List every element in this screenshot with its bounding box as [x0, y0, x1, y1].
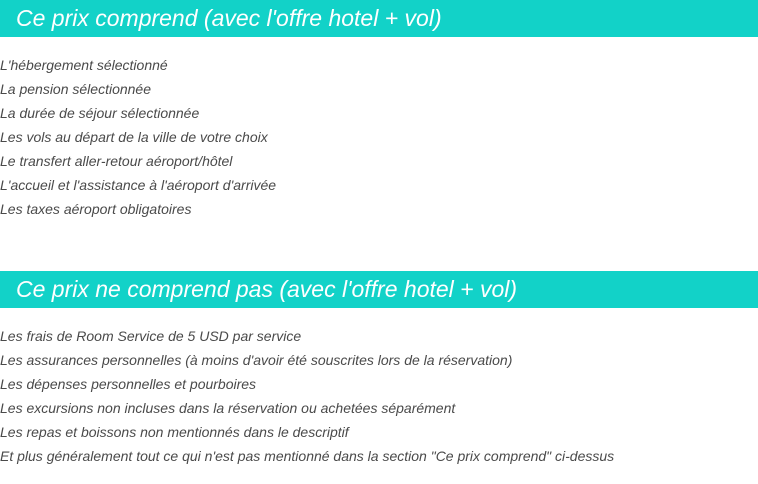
excluded-item: Les dépenses personnelles et pourboires	[0, 376, 257, 392]
included-item: Les taxes aéroport obligatoires	[0, 201, 192, 217]
included-item: La durée de séjour sélectionnée	[0, 105, 200, 121]
included-section-title: Ce prix comprend (avec l'offre hotel + vol)	[0, 0, 758, 37]
included-item: Le transfert aller-retour aéroport/hôtel	[0, 153, 233, 169]
included-item: Les vols au départ de la ville de votre choix	[0, 129, 268, 145]
excluded-item: Et plus généralement tout ce qui n'est pas mentionné dans la section "Ce prix comprend" ci-dessus	[0, 448, 615, 464]
excluded-item: Les frais de Room Service de 5 USD par service	[0, 328, 302, 344]
included-items-list	[0, 53, 276, 221]
excluded-item: Les excursions non incluses dans la réservation ou achetées séparément	[0, 400, 456, 416]
excluded-item: Les assurances personnelles (à moins d'avoir été souscrites lors de la réservation)	[0, 352, 513, 368]
excluded-section-title: Ce prix ne comprend pas (avec l'offre hotel + vol)	[0, 271, 758, 308]
included-item: La pension sélectionnée	[0, 81, 152, 97]
excluded-items-list	[0, 324, 614, 468]
included-item: L'accueil et l'assistance à l'aéroport d'arrivée	[0, 177, 277, 193]
excluded-item: Les repas et boissons non mentionnés dans le descriptif	[0, 424, 349, 440]
included-item: L'hébergement sélectionné	[0, 57, 168, 73]
